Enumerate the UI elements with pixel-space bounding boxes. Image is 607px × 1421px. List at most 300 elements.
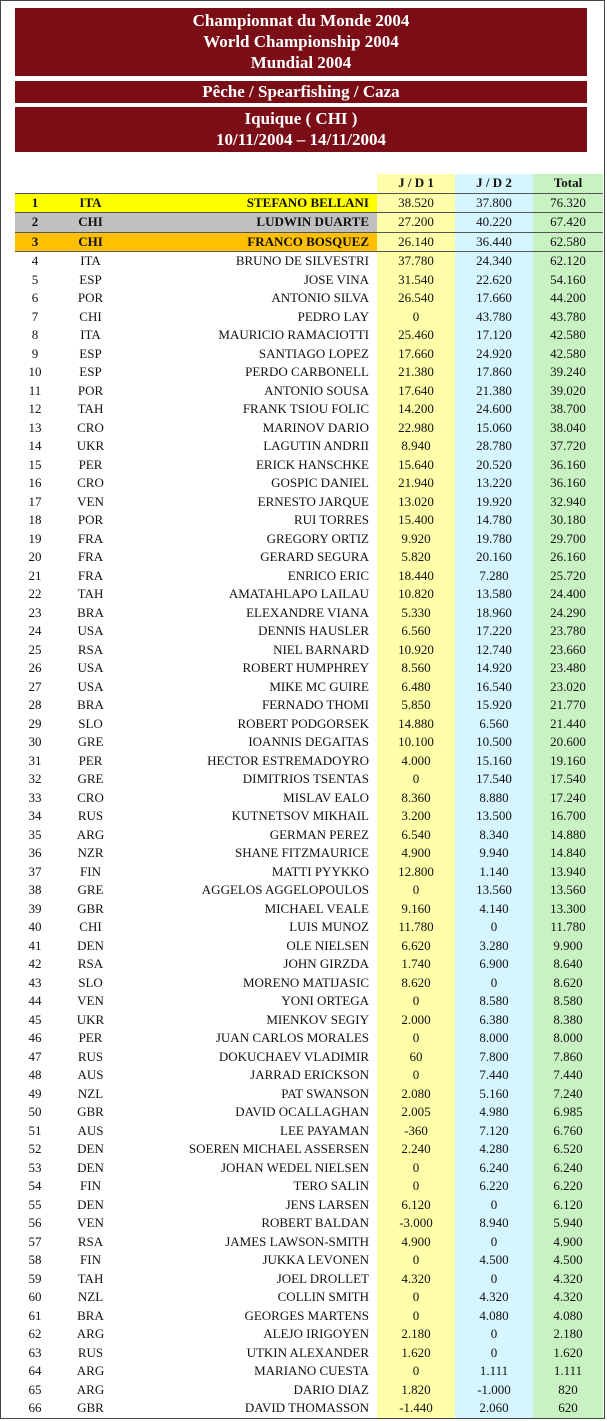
rank-cell: 6 (31, 290, 39, 305)
discipline-title: Pêche / Spearfishing / Caza (202, 82, 400, 101)
header-rank (15, 174, 55, 193)
day1-score-cell: 13.020 (377, 493, 455, 512)
day1-score-cell: 26.540 (377, 289, 455, 308)
competitor-name-cell: MAURICIO RAMACIOTTI (218, 327, 369, 342)
competitor-name-cell: GEORGES MARTENS (244, 1307, 369, 1323)
table-row (15, 937, 603, 956)
table-row (15, 622, 603, 641)
country-cell: CRO (77, 789, 104, 805)
rank-cell: 40 (28, 919, 42, 934)
country-cell: FRA (77, 549, 104, 564)
total-score-cell: 6.520 (533, 1140, 603, 1159)
table-row (15, 1233, 603, 1252)
day1-score-cell: 4.320 (377, 1270, 455, 1289)
table-row (15, 382, 603, 401)
competitor-name-cell: JOHN GIRZDA (283, 956, 369, 971)
rank-cell: 5 (31, 271, 39, 287)
country-cell: AUS (77, 1067, 104, 1082)
competitor-name-cell: IOANNIS DEGAITAS (248, 734, 369, 749)
day1-score-cell: 21.940 (377, 474, 455, 493)
competitor-name-cell: GREGORY ORTIZ (266, 530, 369, 546)
day1-score-cell: 4.900 (377, 1233, 455, 1252)
competitor-name-cell: DAVID OCALLAGHAN (235, 1104, 369, 1119)
rank-cell: 22 (28, 586, 42, 601)
country-cell: NZR (77, 845, 104, 860)
competitor-name-cell: HECTOR ESTREMADOYRO (207, 752, 369, 768)
total-score-cell: 17.240 (533, 789, 603, 808)
rank-cell: 10 (28, 364, 42, 379)
day1-score-cell: 6.620 (377, 937, 455, 956)
table-row (15, 1288, 603, 1307)
day1-score-cell: -1.440 (377, 1399, 455, 1418)
total-score-cell: 820 (533, 1381, 603, 1400)
country-cell: ITA (55, 193, 126, 213)
table-row (15, 881, 603, 900)
competitor-name-cell: ERNESTO JARQUE (257, 493, 369, 509)
country-cell: TAH (77, 401, 104, 416)
country-cell: DEN (77, 937, 104, 953)
day2-score-cell: 18.960 (455, 604, 533, 623)
competitor-name-cell: ANTONIO SILVA (271, 290, 369, 305)
competitor-name-cell: MISLAV EALO (283, 789, 369, 805)
country-cell: CHI (79, 919, 102, 934)
table-row (15, 789, 603, 808)
competitor-name-cell: JUKKA LEVONEN (262, 1252, 369, 1267)
country-cell: NZL (77, 1085, 104, 1101)
rank-cell: 55 (28, 1196, 42, 1212)
country-cell: PER (78, 456, 103, 472)
table-row (15, 1159, 603, 1178)
total-score-cell: 1.620 (533, 1344, 603, 1363)
competitor-name-cell: JOEL DROLLET (276, 1270, 369, 1286)
country-cell: GRE (77, 882, 104, 897)
day2-score-cell: 13.560 (455, 881, 533, 900)
competitor-name-cell: LAGUTIN ANDRII (263, 438, 369, 453)
rank-cell: 1 (15, 193, 55, 213)
day1-score-cell: 10.100 (377, 733, 455, 752)
competitor-name-cell: YONI ORTEGA (281, 993, 369, 1008)
table-row (15, 530, 603, 549)
total-score-cell: 13.940 (533, 863, 603, 882)
day2-score-cell: 4.080 (455, 1307, 533, 1326)
competitor-name-cell: FRANK TSIOU FOLIC (242, 401, 369, 416)
day1-score-cell: 37.780 (377, 252, 455, 271)
rank-cell: 62 (28, 1326, 42, 1341)
rank-cell: 59 (28, 1270, 42, 1286)
rank-cell: 41 (28, 937, 42, 953)
day1-score-cell: 0 (377, 1177, 455, 1196)
day2-score-cell: 24.340 (455, 252, 533, 271)
competitor-name-cell: NIEL BARNARD (273, 641, 369, 657)
competitor-name-cell: ROBERT HUMPHREY (242, 660, 369, 675)
total-score-cell: 6.240 (533, 1159, 603, 1178)
competitor-name-cell: DARIO DIAZ (293, 1381, 369, 1397)
table-row (15, 213, 603, 233)
competitor-name-cell: ANTONIO SOUSA (264, 382, 369, 398)
rank-cell: 56 (28, 1215, 42, 1230)
day2-score-cell: 12.740 (455, 641, 533, 660)
country-cell: POR (77, 382, 104, 398)
table-row (15, 289, 603, 308)
competitor-name-cell: ROBERT BALDAN (261, 1215, 369, 1230)
day1-score-cell: 0 (377, 1029, 455, 1048)
day2-score-cell: 40.220 (455, 213, 533, 233)
table-row (15, 696, 603, 715)
country-cell: BRA (77, 697, 104, 712)
competitor-name-cell: MIKE MC GUIRE (269, 678, 369, 694)
day1-score-cell: 12.800 (377, 863, 455, 882)
table-row (15, 1325, 603, 1344)
competitor-name-cell: MICHAEL VEALE (264, 900, 369, 916)
day1-score-cell: 38.520 (377, 193, 455, 213)
country-cell: USA (77, 623, 104, 638)
competitor-name-cell: AMATAHLAPO LAILAU (228, 586, 369, 601)
day2-score-cell: 0 (455, 974, 533, 993)
competitor-name-cell: JENS LARSEN (285, 1196, 369, 1212)
day2-score-cell: 16.540 (455, 678, 533, 697)
country-cell: SLO (78, 974, 103, 990)
rank-cell: 18 (28, 512, 42, 527)
day2-score-cell: 7.120 (455, 1122, 533, 1141)
day1-score-cell: 0 (377, 308, 455, 327)
rank-cell: 43 (28, 974, 42, 990)
table-row (15, 400, 603, 419)
total-score-cell: 24.290 (533, 604, 603, 623)
table-row (15, 437, 603, 456)
total-score-cell: 17.540 (533, 770, 603, 789)
day2-score-cell: 4.500 (455, 1251, 533, 1270)
rank-cell: 52 (28, 1141, 42, 1156)
day2-score-cell: 21.380 (455, 382, 533, 401)
table-row (15, 567, 603, 586)
day1-score-cell: 4.000 (377, 752, 455, 771)
table-row (15, 1196, 603, 1215)
competitor-name-cell: FERNADO THOMI (261, 697, 369, 712)
day1-score-cell: 25.460 (377, 326, 455, 345)
country-cell: UKR (76, 438, 105, 453)
competitor-name-cell: GERARD SEGURA (260, 549, 369, 564)
rank-cell: 49 (28, 1085, 42, 1101)
table-row (15, 548, 603, 567)
results-table (15, 174, 603, 1418)
total-score-cell: 26.160 (533, 548, 603, 567)
total-score-cell: 7.240 (533, 1085, 603, 1104)
day1-score-cell: 6.480 (377, 678, 455, 697)
country-cell: RUS (77, 808, 104, 823)
competitor-name-cell: DIMITRIOS TSENTAS (242, 771, 369, 786)
day1-score-cell: 10.920 (377, 641, 455, 660)
table-row (15, 419, 603, 438)
day2-score-cell: 10.500 (455, 733, 533, 752)
day1-score-cell: 1.740 (377, 955, 455, 974)
day2-score-cell: 6.220 (455, 1177, 533, 1196)
day2-score-cell: 19.920 (455, 493, 533, 512)
day2-score-cell: 7.440 (455, 1066, 533, 1085)
rank-cell: 12 (28, 401, 42, 416)
total-score-cell: 23.480 (533, 659, 603, 678)
location-title: Iquique ( CHI ) (244, 109, 358, 128)
country-cell: POR (77, 290, 104, 305)
competitor-name-cell: SOEREN MICHAEL ASSERSEN (188, 1141, 369, 1156)
total-score-cell: 37.720 (533, 437, 603, 456)
total-score-cell: 4.900 (533, 1233, 603, 1252)
total-score-cell: 2.180 (533, 1325, 603, 1344)
country-cell: CHI (55, 213, 126, 233)
rank-cell: 3 (15, 232, 55, 252)
day1-score-cell: 5.850 (377, 696, 455, 715)
competitor-name-cell: LEE PAYAMAN (280, 1122, 369, 1138)
total-score-cell: 76.320 (533, 193, 603, 213)
day1-score-cell: 60 (377, 1048, 455, 1067)
table-row (15, 493, 603, 512)
total-score-cell: 38.700 (533, 400, 603, 419)
rank-cell: 50 (28, 1104, 42, 1119)
championship-title-banner (15, 8, 587, 76)
rank-cell: 33 (28, 789, 42, 805)
table-row (15, 232, 603, 252)
rank-cell: 15 (28, 456, 42, 472)
country-cell: PER (78, 1030, 103, 1045)
rank-cell: 47 (28, 1048, 42, 1064)
country-cell: CRO (77, 419, 104, 435)
table-row (15, 511, 603, 530)
day1-score-cell: 17.660 (377, 345, 455, 364)
rank-cell: 27 (28, 678, 42, 694)
country-cell: GRE (77, 734, 104, 749)
day2-score-cell: 17.120 (455, 326, 533, 345)
rank-cell: 7 (31, 308, 39, 324)
day2-score-cell: 37.800 (455, 193, 533, 213)
competitor-name-cell: ENRICO ERIC (287, 567, 369, 583)
table-row (15, 193, 603, 213)
day1-score-cell: 2.000 (377, 1011, 455, 1030)
country-cell: ESP (79, 345, 102, 361)
table-row (15, 826, 603, 845)
total-score-cell: 14.880 (533, 826, 603, 845)
competitor-name-cell: DAVID THOMASSON (244, 1400, 369, 1415)
day1-score-cell: 8.620 (377, 974, 455, 993)
day2-score-cell: 8.580 (455, 992, 533, 1011)
country-cell: GBR (77, 900, 104, 916)
day2-score-cell: 43.780 (455, 308, 533, 327)
table-row (15, 1048, 603, 1067)
rank-cell: 66 (28, 1400, 42, 1415)
total-score-cell: 8.380 (533, 1011, 603, 1030)
total-score-cell: 6.760 (533, 1122, 603, 1141)
country-cell: ITA (80, 327, 101, 342)
rank-cell: 31 (28, 752, 42, 768)
day2-score-cell: 14.780 (455, 511, 533, 530)
competitor-name-cell: MARIANO CUESTA (254, 1363, 369, 1378)
header-day2: J / D 2 (455, 174, 533, 193)
competitor-name-cell: FRANCO BOSQUEZ (126, 232, 377, 252)
day2-score-cell: 20.520 (455, 456, 533, 475)
day1-score-cell: 1.620 (377, 1344, 455, 1363)
total-score-cell: 54.160 (533, 271, 603, 290)
competitor-name-cell: JAMES LAWSON-SMITH (225, 1233, 369, 1249)
table-row (15, 252, 603, 271)
table-row (15, 1362, 603, 1381)
country-cell: NZL (77, 1289, 104, 1304)
total-score-cell: 8.620 (533, 974, 603, 993)
day1-score-cell: 9.920 (377, 530, 455, 549)
table-row (15, 844, 603, 863)
rank-cell: 14 (28, 438, 42, 453)
rank-cell: 38 (28, 882, 42, 897)
country-cell: DEN (77, 1159, 104, 1175)
country-cell: CHI (55, 232, 126, 252)
day2-score-cell: 20.160 (455, 548, 533, 567)
total-score-cell: 11.780 (533, 918, 603, 937)
country-cell: CHI (79, 308, 102, 324)
rank-cell: 8 (31, 327, 39, 342)
country-cell: USA (77, 678, 104, 694)
day2-score-cell: 0 (455, 1233, 533, 1252)
competitor-name-cell: ELEXANDRE VIANA (246, 604, 369, 620)
table-row (15, 733, 603, 752)
country-cell: GBR (77, 1400, 104, 1415)
day1-score-cell: 0 (377, 1362, 455, 1381)
total-score-cell: 6.985 (533, 1103, 603, 1122)
day1-score-cell: 10.820 (377, 585, 455, 604)
day2-score-cell: 17.540 (455, 770, 533, 789)
day1-score-cell: 0 (377, 1251, 455, 1270)
day2-score-cell: 0 (455, 1196, 533, 1215)
day2-score-cell: 8.340 (455, 826, 533, 845)
table-row (15, 456, 603, 475)
rank-cell: 53 (28, 1159, 42, 1175)
rank-cell: 23 (28, 604, 42, 620)
country-cell: FRA (77, 567, 104, 583)
competitor-name-cell: UTKIN ALEXANDER (246, 1344, 369, 1360)
table-row (15, 900, 603, 919)
total-score-cell: 30.180 (533, 511, 603, 530)
competitor-name-cell: BRUNO DE SILVESTRI (235, 253, 369, 268)
country-cell: CRO (77, 475, 104, 490)
day2-score-cell: 3.280 (455, 937, 533, 956)
header-total: Total (533, 174, 603, 193)
day1-score-cell: 9.160 (377, 900, 455, 919)
day1-score-cell: 6.540 (377, 826, 455, 845)
day2-score-cell: 9.940 (455, 844, 533, 863)
day2-score-cell: 7.280 (455, 567, 533, 586)
country-cell: ARG (76, 1326, 105, 1341)
rank-cell: 4 (31, 253, 39, 268)
total-score-cell: 7.440 (533, 1066, 603, 1085)
total-score-cell: 21.440 (533, 715, 603, 734)
country-cell: ARG (76, 1381, 105, 1397)
total-score-cell: 8.000 (533, 1029, 603, 1048)
day1-score-cell: 2.240 (377, 1140, 455, 1159)
competitor-name-cell: ALEJO IRIGOYEN (263, 1326, 369, 1341)
total-score-cell: 29.700 (533, 530, 603, 549)
rank-cell: 45 (28, 1011, 42, 1027)
total-score-cell: 8.580 (533, 992, 603, 1011)
day1-score-cell: 6.120 (377, 1196, 455, 1215)
rank-cell: 34 (28, 808, 42, 823)
country-cell: ARG (76, 1363, 105, 1378)
competitor-name-cell: JOHAN WEDEL NIELSEN (220, 1159, 369, 1175)
competitor-name-cell: SHANE FITZMAURICE (235, 845, 369, 860)
rank-cell: 54 (28, 1178, 42, 1193)
rank-cell: 28 (28, 697, 42, 712)
rank-cell: 39 (28, 900, 42, 916)
total-score-cell: 32.940 (533, 493, 603, 512)
country-cell: SLO (78, 715, 103, 731)
day2-score-cell: 19.780 (455, 530, 533, 549)
title-line-french: Championnat du Monde 2004 (192, 11, 410, 30)
total-score-cell: 620 (533, 1399, 603, 1418)
competitor-name-cell: MORENO MATIJASIC (242, 974, 369, 990)
competitor-name-cell: PAT SWANSON (281, 1085, 369, 1101)
day2-score-cell: 13.500 (455, 807, 533, 826)
competitor-name-cell: RUI TORRES (293, 512, 369, 527)
competitor-name-cell: MIENKOV SEGIY (266, 1011, 369, 1027)
day1-score-cell: 8.940 (377, 437, 455, 456)
country-cell: FIN (80, 1178, 101, 1193)
day2-score-cell: 13.220 (455, 474, 533, 493)
total-score-cell: 23.660 (533, 641, 603, 660)
table-row (15, 807, 603, 826)
total-score-cell: 38.040 (533, 419, 603, 438)
competitor-name-cell: GERMAN PEREZ (269, 826, 369, 842)
country-cell: BRA (77, 604, 104, 620)
competitor-name-cell: MATTI PYYKKO (271, 863, 369, 879)
total-score-cell: 4.500 (533, 1251, 603, 1270)
day2-score-cell: 0 (455, 1270, 533, 1289)
day1-score-cell: 18.440 (377, 567, 455, 586)
day1-score-cell: -3.000 (377, 1214, 455, 1233)
header-name (126, 174, 377, 193)
table-row (15, 308, 603, 327)
table-row (15, 604, 603, 623)
table-row (15, 1066, 603, 1085)
total-score-cell: 4.320 (533, 1288, 603, 1307)
total-score-cell: 62.580 (533, 232, 603, 252)
table-row (15, 1103, 603, 1122)
total-score-cell: 23.020 (533, 678, 603, 697)
rank-cell: 46 (28, 1030, 42, 1045)
day2-score-cell: 8.000 (455, 1029, 533, 1048)
day2-score-cell: 5.160 (455, 1085, 533, 1104)
table-row (15, 678, 603, 697)
country-cell: ITA (80, 253, 101, 268)
rank-cell: 20 (28, 549, 42, 564)
day1-score-cell: 3.200 (377, 807, 455, 826)
day1-score-cell: 6.560 (377, 622, 455, 641)
total-score-cell: 39.240 (533, 363, 603, 382)
title-line-spanish: Mundial 2004 (250, 53, 352, 72)
competitor-name-cell: PEDRO LAY (297, 308, 369, 324)
country-cell: AUS (77, 1122, 104, 1138)
day1-score-cell: 4.900 (377, 844, 455, 863)
rank-cell: 58 (28, 1252, 42, 1267)
header-day1: J / D 1 (377, 174, 455, 193)
country-cell: ESP (79, 364, 102, 379)
day2-score-cell: 24.600 (455, 400, 533, 419)
total-score-cell: 1.111 (533, 1362, 603, 1381)
table-row (15, 918, 603, 937)
total-score-cell: 8.640 (533, 955, 603, 974)
total-score-cell: 67.420 (533, 213, 603, 233)
total-score-cell: 42.580 (533, 326, 603, 345)
day2-score-cell: 17.660 (455, 289, 533, 308)
day2-score-cell: 8.880 (455, 789, 533, 808)
day2-score-cell: 15.920 (455, 696, 533, 715)
day2-score-cell: 2.060 (455, 1399, 533, 1418)
table-row (15, 1177, 603, 1196)
table-row (15, 1140, 603, 1159)
